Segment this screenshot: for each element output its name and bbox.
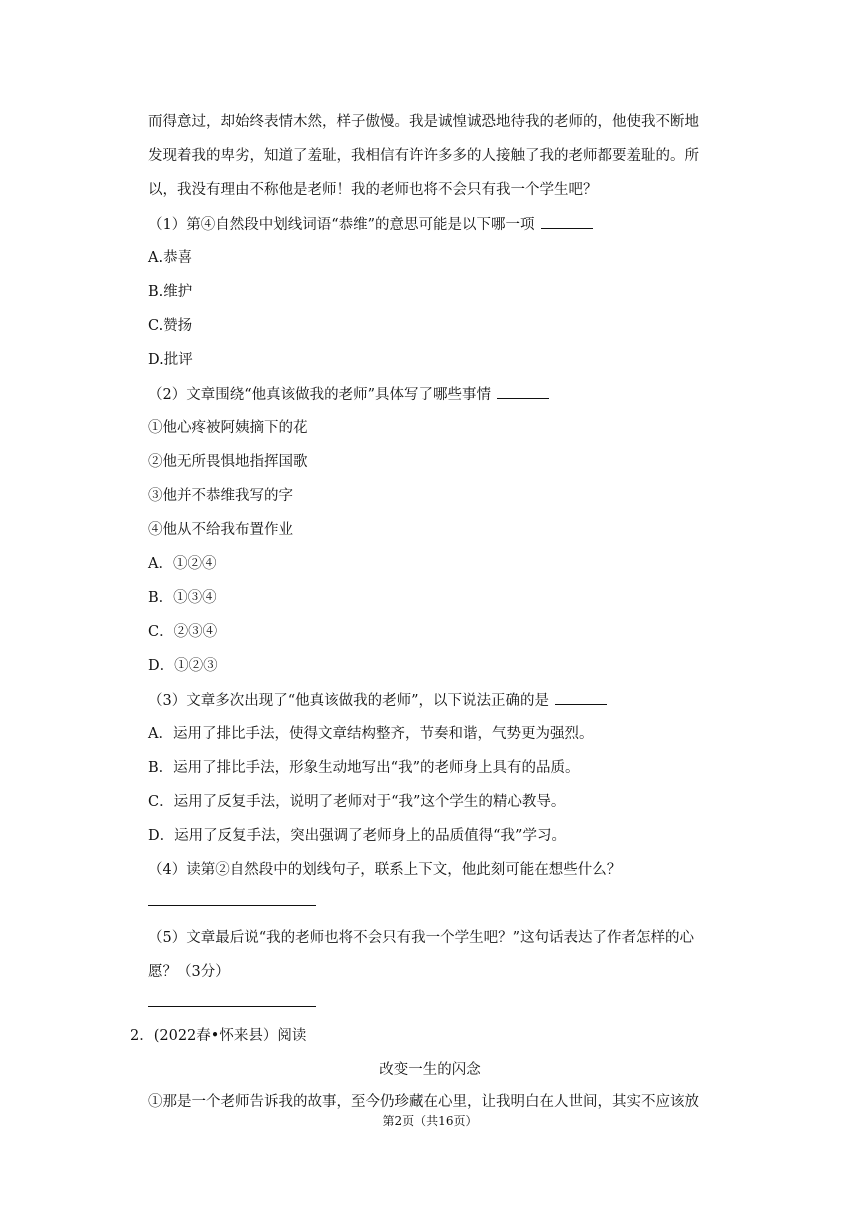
answer-line[interactable]	[148, 1006, 316, 1007]
q2-option-b: B．①③④	[148, 590, 217, 606]
q2-item: ③他并不恭维我写的字	[148, 488, 293, 504]
answer-blank[interactable]	[541, 214, 593, 229]
answer-line[interactable]	[148, 905, 316, 906]
question-3-text: （3）文章多次出现了“他真该做我的老师”，以下说法正确的是	[148, 693, 550, 709]
passage-first-line: ①那是一个老师告诉我的故事，至今仍珍藏在心里，让我明白在人世间，其实不应该放	[148, 1094, 699, 1110]
q1-option-d: D.批评	[148, 352, 193, 368]
question-3-stem	[148, 690, 607, 711]
q2-option-c: C．②③④	[148, 624, 218, 640]
answer-blank[interactable]	[555, 690, 607, 705]
question-1-stem	[148, 214, 593, 235]
q2-item: ①他心疼被阿姨摘下的花	[148, 420, 308, 436]
passage-line: 而得意过，却始终表情木然，样子傲慢。我是诚惶诚恐地待我的老师的，他使我不断地	[148, 114, 699, 130]
q2-item: ④他从不给我布置作业	[148, 522, 293, 538]
q3-option-d: D．运用了反复手法，突出强调了老师身上的品质值得“我”学习。	[148, 828, 566, 844]
question-5-stem-line: （5）文章最后说“我的老师也将不会只有我一个学生吧？”这句话表达了作者怎样的心	[148, 930, 695, 946]
q3-option-c: C．运用了反复手法，说明了老师对于“我”这个学生的精心教导。	[148, 794, 566, 810]
q2-option-d: D．①②③	[148, 658, 218, 674]
q1-option-c: C.赞扬	[148, 318, 193, 334]
question-1-text: （1）第④自然段中划线词语“恭维”的意思可能是以下哪一项	[148, 217, 535, 233]
answer-blank[interactable]	[497, 384, 549, 399]
q3-option-b: B．运用了排比手法，形象生动地写出“我”的老师身上具有的品质。	[148, 760, 580, 776]
q3-option-a: A．运用了排比手法，使得文章结构整齐，节奏和谐，气势更为强烈。	[148, 726, 594, 742]
q2-item: ②他无所畏惧地指挥国歌	[148, 454, 308, 470]
passage-line: 发现着我的卑劣，知道了羞耻，我相信有许许多多的人接触了我的老师都要羞耻的。所	[148, 148, 699, 164]
page-footer: 第2页（共16页）	[382, 1114, 478, 1128]
question-5-stem-line: 愿？（3分）	[148, 964, 230, 980]
passage-line: 以，我没有理由不称他是老师！我的老师也将不会只有我一个学生吧？	[148, 182, 598, 198]
q2-option-a: A．①②④	[148, 556, 217, 572]
question-4-stem: （4）读第②自然段中的划线句子，联系上下文，他此刻可能在想些什么？	[148, 862, 622, 878]
passage-title: 改变一生的闪念	[379, 1062, 481, 1078]
q1-option-b: B.维护	[148, 284, 193, 300]
question-2-stem	[148, 384, 549, 405]
q1-option-a: A.恭喜	[148, 250, 193, 266]
question-2-header: 2．(2022春•怀来县）阅读	[130, 1028, 307, 1044]
question-2-text: （2）文章围绕“他真该做我的老师”具体写了哪些事情	[148, 387, 492, 403]
